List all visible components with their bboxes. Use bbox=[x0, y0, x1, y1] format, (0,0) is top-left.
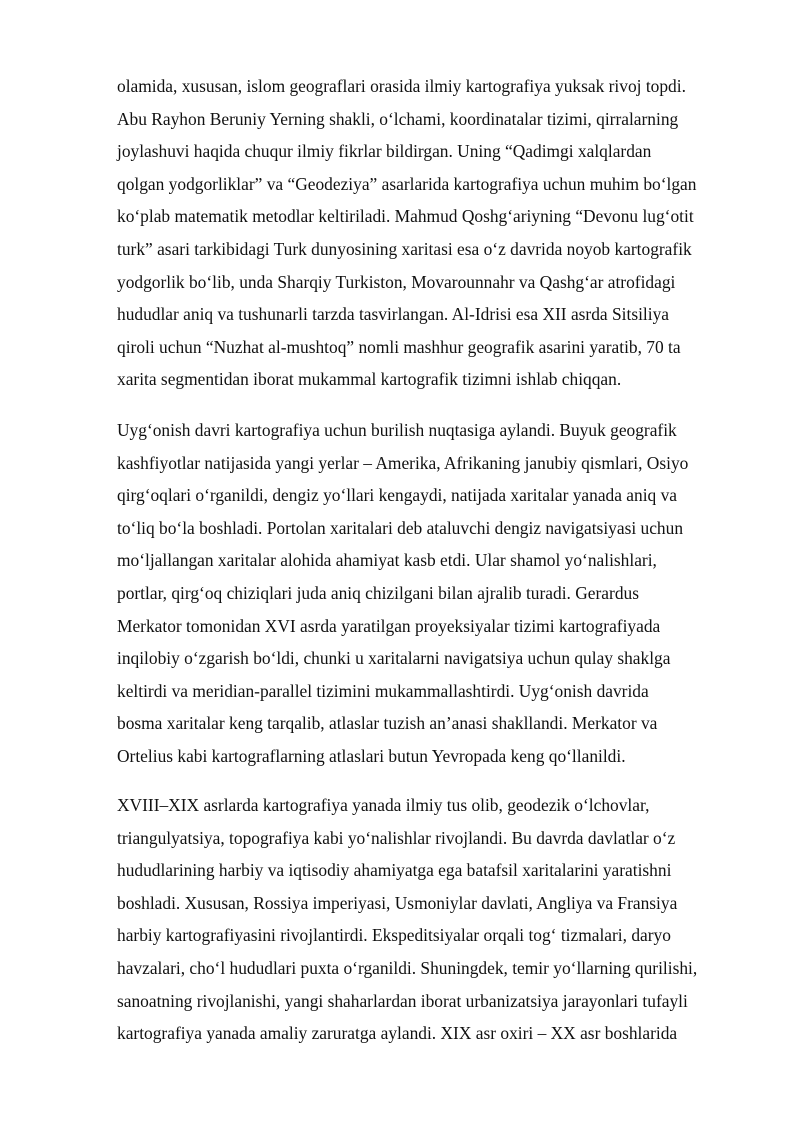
paragraph-renaissance-cartography bbox=[117, 414, 737, 773]
text-line: keltirdi va meridian-parallel tizimini mukammallashtirdi. Uyg‘onish davrida bbox=[117, 680, 649, 701]
text-line: Merkator tomonidan XVI asrda yaratilgan proyeksiyalar tizimi kartografiyada bbox=[117, 615, 661, 636]
text-line: to‘liq bo‘la boshladi. Portolan xaritalari deb ataluvchi dengiz navigatsiyasi uchun bbox=[117, 517, 684, 538]
text-line: olamida, xususan, islom geograflari orasida ilmiy kartografiya yuksak rivoj topdi. bbox=[117, 76, 686, 96]
text-line: sanoatning rivojlanishi, yangi shaharlardan iborat urbanizatsiya jarayonlari tufayli bbox=[117, 990, 688, 1011]
text-line: hududlar aniq va tushunarli tarzda tasvirlangan. Al-Idrisi esa XII asrda Sitsiliya bbox=[117, 304, 669, 325]
text-line: XVIII–XIX asrlarda kartografiya yanada ilmiy tus olib, geodezik o‘lchovlar, bbox=[117, 795, 650, 815]
text-line: Ortelius kabi kartograflarning atlaslari butun Yevropada keng qo‘llanildi. bbox=[117, 745, 626, 766]
text-line: inqilobiy o‘zgarish bo‘ldi, chunki u xaritalarni navigatsiya uchun qulay shaklga bbox=[117, 648, 671, 669]
text-line: hududlarining harbiy va iqtisodiy ahamiyatga ega batafsil xaritalarini yaratishni bbox=[117, 860, 672, 881]
text-line: havzalari, cho‘l hududlari puxta o‘rganildi. Shuningdek, temir yo‘llarning qurilishi, bbox=[117, 957, 698, 978]
text-line: portlar, qirg‘oq chiziqlari juda aniq chizilgani bilan ajralib turadi. Gerardus bbox=[117, 582, 639, 603]
text-line: turk” asari tarkibidagi Turk dunyosining xaritasi esa o‘z davrida noyob kartografik bbox=[117, 238, 692, 259]
text-line: kashfiyotlar natijasida yangi yerlar – Amerika, Afrikaning janubiy qismlari, Osiyo bbox=[117, 452, 689, 473]
text-line: triangulyatsiya, topografiya kabi yo‘nalishlar rivojlandi. Bu davrda davlatlar o‘z bbox=[117, 827, 676, 848]
text-line: Uyg‘onish davri kartografiya uchun burilish nuqtasiga aylandi. Buyuk geografik bbox=[117, 420, 677, 440]
text-line: kartografiya yanada amaliy zaruratga aylandi. XIX asr oxiri – XX asr boshlarida bbox=[117, 1023, 678, 1044]
text-line: ko‘plab matematik metodlar keltiriladi. Mahmud Qoshg‘ariyning “Devonu lug‘otit bbox=[117, 206, 694, 227]
text-line: qirg‘oqlari o‘rganildi, dengiz yo‘llari kengaydi, natijada xaritalar yanada aniq va bbox=[117, 485, 677, 506]
text-line: mo‘ljallangan xaritalar alohida ahamiyat kasb etdi. Ular shamol yo‘nalishlari, bbox=[117, 550, 657, 571]
text-line: bosma xaritalar keng tarqalib, atlaslar tuzish an’anasi shakllandi. Merkator va bbox=[117, 713, 658, 734]
text-line: boshladi. Xususan, Rossiya imperiyasi, Usmoniylar davlati, Angliya va Fransiya bbox=[117, 892, 678, 913]
text-line: Abu Rayhon Beruniy Yerning shakli, o‘lchami, koordinatalar tizimi, qirralarning bbox=[117, 108, 679, 129]
text-line: xarita segmentidan iborat mukammal kartografik tizimni ishlab chiqqan. bbox=[117, 369, 622, 390]
text-line: yodgorlik bo‘lib, unda Sharqiy Turkiston, Movarounnahr va Qashg‘ar atrofidagi bbox=[117, 271, 676, 292]
text-line: qiroli uchun “Nuzhat al-mushtoq” nomli mashhur geografik asarini yaratib, 70 ta bbox=[117, 336, 681, 357]
text-line: joylashuvi haqida chuqur ilmiy fikrlar bildirgan. Uning “Qadimgi xalqlardan bbox=[117, 141, 652, 162]
text-line: qolgan yodgorliklar” va “Geodeziya” asarlarida kartografiya uchun muhim bo‘lgan bbox=[117, 173, 697, 194]
paragraph-islamic-cartography bbox=[117, 70, 737, 396]
paragraph-18-19th-century-cartography bbox=[117, 789, 737, 1050]
text-line: harbiy kartografiyasini rivojlantirdi. Ekspeditsiyalar orqali tog‘ tizmalari, daryo bbox=[117, 925, 671, 946]
